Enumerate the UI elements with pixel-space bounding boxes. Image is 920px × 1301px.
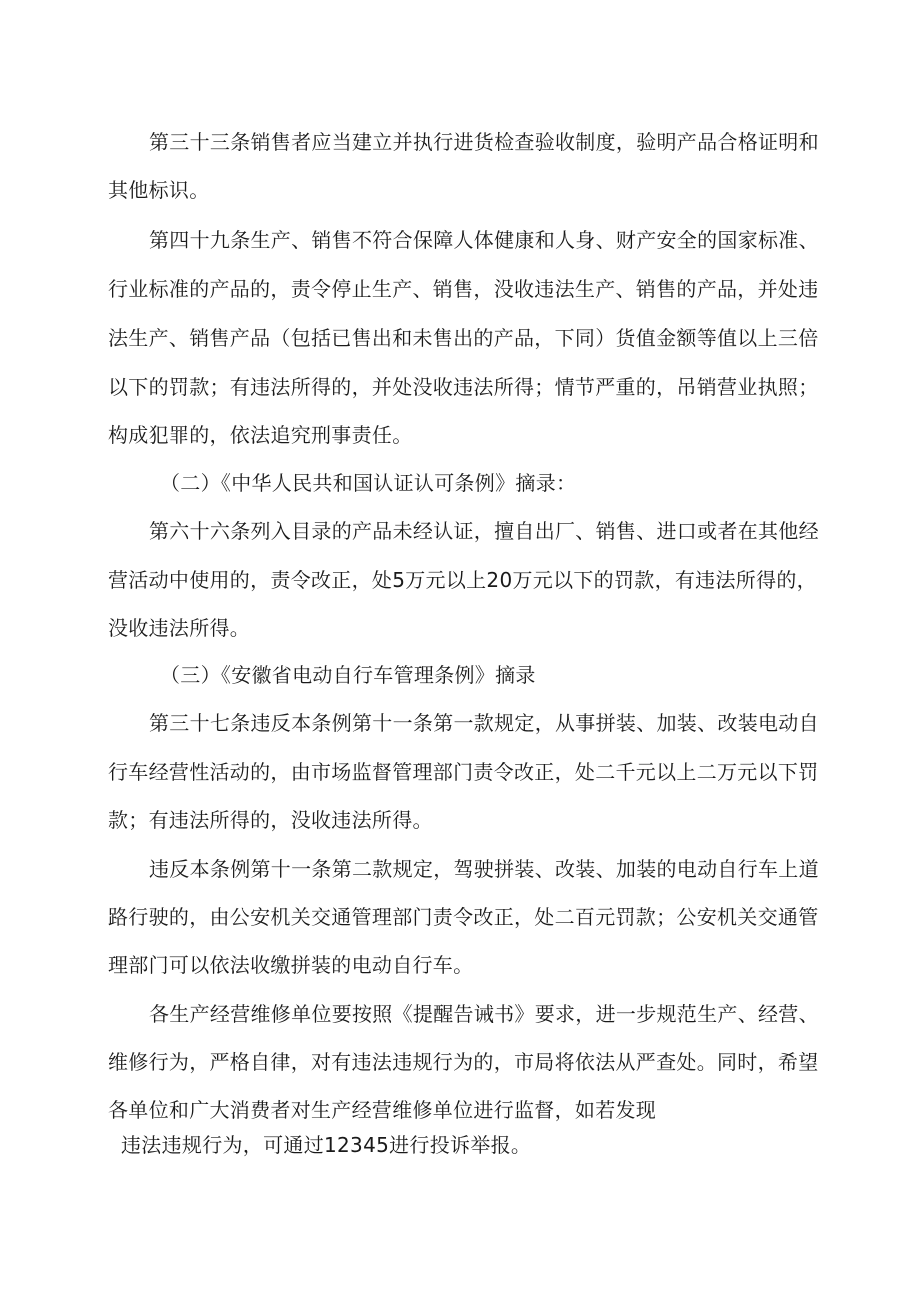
text-line: 各生产经营维修单位要按照《提醒告诫书》要求，进一步规范生产、经营、 (149, 1002, 819, 1026)
text-line: 各单位和广大消费者对生产经营维修单位进行监督，如若发现 (108, 1098, 657, 1122)
text-line: 行车经营性活动的，由市场监督管理部门责令改正，处二千元以上二万元以下罚 (108, 760, 819, 784)
text-line: 其他标识。 (108, 178, 210, 202)
text-line: 第六十六条列入目录的产品未经认证，擅自出厂、销售、进口或者在其他经 (149, 519, 819, 543)
text-line: 第三十三条销售者应当建立并执行进货检查验收制度，验明产品合格证明和 (149, 130, 819, 154)
text-line: 法生产、销售产品（包括已售出和未售出的产品，下同）货值金额等值以上三倍 (108, 326, 819, 350)
text-line: 第四十九条生产、销售不符合保障人体健康和人身、财产安全的国家标准、 (149, 228, 819, 252)
text-line: 维修行为，严格自律，对有违法违规行为的，市局将依法从严查处。同时，希望 (108, 1050, 819, 1074)
text-line: 违法违规行为，可通过12345进行投诉举报。 (121, 1133, 532, 1157)
text-line: 第三十七条违反本条例第十一条第一款规定，从事拼装、加装、改装电动自 (149, 711, 819, 735)
text-line: 以下的罚款；有违法所得的，并处没收违法所得；情节严重的，吊销营业执照； (108, 375, 819, 399)
text-line: 理部门可以依法收缴拼装的电动自行车。 (108, 953, 474, 977)
text-line: 没收违法所得。 (108, 616, 251, 640)
section-heading: （三）《安徽省电动自行车管理条例》摘录 (160, 663, 536, 687)
text-line: 违反本条例第十一条第二款规定，驾驶拼装、改装、加装的电动自行车上道 (149, 857, 819, 881)
text-line: 款；有违法所得的，没收违法所得。 (108, 808, 433, 832)
text-line: 行业标准的产品的，责令停止生产、销售，没收违法生产、销售的产品，并处违 (108, 277, 819, 301)
text-line: 构成犯罪的，依法追究刑事责任。 (108, 423, 413, 447)
text-line: 营活动中使用的，责令改正，处5万元以上20万元以下的罚款，有违法所得的， (108, 568, 817, 592)
section-heading: （二）《中华人民共和国认证认可条例》摘录： (160, 471, 577, 495)
text-line: 路行驶的，由公安机关交通管理部门责令改正，处二百元罚款；公安机关交通管 (108, 905, 819, 929)
